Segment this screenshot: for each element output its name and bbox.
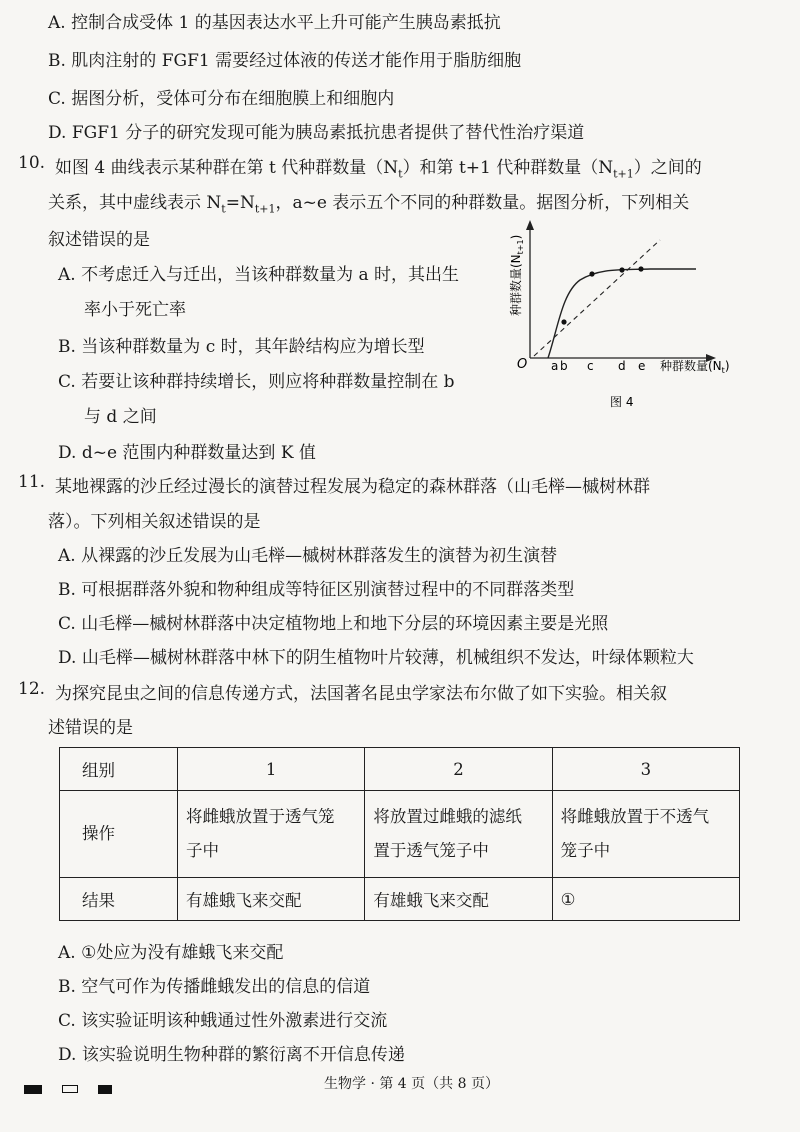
table-cell: ① [552, 878, 739, 921]
page-footer: 生物学 · 第 4 页（共 8 页） [324, 1076, 499, 1092]
table-row-label: 结果 [60, 878, 178, 921]
q10-option-c-line2: 与 d 之间 [84, 407, 157, 427]
q10-stem-line2: 关系，其中虚线表示 $N_t=N_{t+1}$，a~e 表示五个不同的种群数量。据图分析，下列相关 [48, 193, 690, 216]
identity-dashed-line [534, 240, 660, 356]
footer-mark-filled [24, 1085, 42, 1094]
table-row-label: 操作 [60, 791, 178, 878]
experiment-table [59, 747, 740, 921]
q9-option-a: A. 控制合成受体 1 的基因表达水平上升可能产生胰岛素抵抗 [48, 13, 501, 33]
tick-d: d [618, 359, 626, 373]
table-cell: 有雄蛾飞来交配 [365, 878, 552, 921]
tick-c: c [587, 359, 594, 373]
table-header-row [60, 748, 740, 791]
q11-stem-line1: 某地裸露的沙丘经过漫长的演替过程发展为稳定的森林群落（山毛榉—槭树林群 [55, 477, 650, 497]
table-cell: 将放置过雌蛾的滤纸 置于透气笼子中 [365, 791, 552, 878]
q12-number: 12. [18, 679, 46, 699]
q12-option-b: B. 空气可作为传播雌蛾发出的信息的信道 [58, 977, 371, 997]
figure-4-graph [500, 218, 745, 413]
table-header-cell: 2 [365, 748, 552, 791]
q10-stem-line1: 如图 4 曲线表示某种群在第 t 代种群数量$(N_t)$和第 t+1 代种群数量$(N_{t+1})$之间的 [55, 158, 702, 181]
table-header-cell: 1 [178, 748, 365, 791]
point-e [638, 266, 643, 271]
y-axis-arrow [526, 220, 534, 230]
q10-option-a-line1: A. 不考虑迁入与迁出，当该种群数量为 a 时，其出生 [58, 265, 460, 285]
footer-mark-hollow [62, 1085, 78, 1093]
table-header-cell: 3 [552, 748, 739, 791]
point-b [561, 319, 566, 324]
origin-label: O [517, 357, 528, 372]
q10-option-a-line2: 率小于死亡率 [84, 300, 186, 320]
population-curve [548, 269, 696, 358]
table-row-operation [60, 791, 740, 878]
q12-option-c: C. 该实验证明该种蛾通过性外激素进行交流 [58, 1011, 388, 1031]
footer-mark-filled [98, 1085, 112, 1094]
point-d [619, 267, 624, 272]
table-header-cell: 组别 [60, 748, 178, 791]
figure-caption: 图 4 [610, 395, 634, 409]
tick-a: a [551, 359, 559, 373]
q10-number: 10. [18, 153, 46, 173]
q12-option-d: D. 该实验说明生物种群的繁衍离不开信息传递 [58, 1045, 405, 1065]
q11-option-b: B. 可根据群落外貌和物种组成等特征区别演替过程中的不同群落类型 [58, 580, 575, 600]
table-row-result [60, 878, 740, 921]
tick-e: e [638, 359, 646, 373]
y-axis-label: 种群数量$(N_{t+1})$ [509, 234, 525, 316]
q10-option-d: D. d~e 范围内种群数量达到 K 值 [58, 443, 316, 463]
tick-b: b [560, 359, 568, 373]
q10-stem-line3: 叙述错误的是 [48, 230, 150, 250]
q11-number: 11. [18, 472, 46, 492]
q11-option-d: D. 山毛榉—槭树林群落中林下的阴生植物叶片较薄，机械组织不发达，叶绿体颗粒大 [58, 648, 694, 668]
q10-option-b: B. 当该种群数量为 c 时，其年龄结构应为增长型 [58, 337, 425, 357]
q9-option-c: C. 据图分析，受体可分布在细胞膜上和细胞内 [48, 89, 395, 109]
q12-stem-line2: 述错误的是 [48, 718, 133, 738]
q11-stem-line2: 落）。下列相关叙述错误的是 [48, 512, 261, 532]
q9-option-d: D. FGF1 分子的研究发现可能为胰岛素抵抗患者提供了替代性治疗渠道 [48, 123, 585, 143]
q11-option-a: A. 从裸露的沙丘发展为山毛榉—槭树林群落发生的演替为初生演替 [58, 546, 558, 566]
point-c [589, 271, 594, 276]
q10-option-c-line1: C. 若要让该种群持续增长，则应将种群数量控制在 b [58, 372, 455, 392]
q12-option-a: A. ①处应为没有雄蛾飞来交配 [58, 943, 284, 963]
table-cell: 将雌蛾放置于透气笼 子中 [178, 791, 365, 878]
x-axis-label: 种群数量$(N_t)$ [660, 359, 730, 375]
table-cell: 将雌蛾放置于不透气 笼子中 [552, 791, 739, 878]
q9-option-b: B. 肌肉注射的 FGF1 需要经过体液的传送才能作用于脂肪细胞 [48, 51, 522, 71]
q11-option-c: C. 山毛榉—槭树林群落中决定植物地上和地下分层的环境因素主要是光照 [58, 614, 609, 634]
q12-stem-line1: 为探究昆虫之间的信息传递方式，法国著名昆虫学家法布尔做了如下实验。相关叙 [55, 684, 667, 704]
table-cell: 有雄蛾飞来交配 [178, 878, 365, 921]
